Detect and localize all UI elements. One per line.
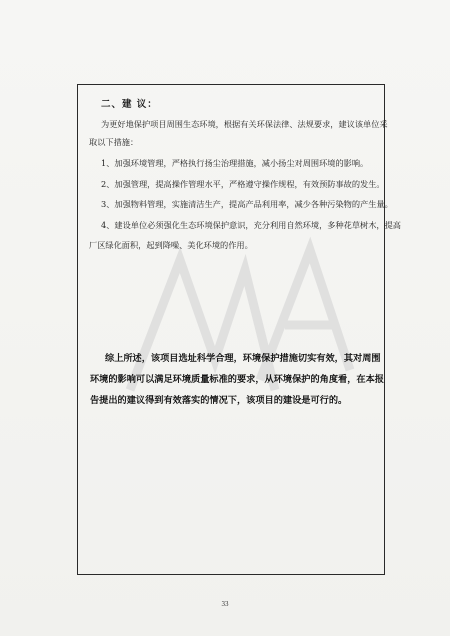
suggestion-4-continued: 厂区绿化面积，起到降噪、美化环境的作用。 (89, 240, 253, 250)
suggestion-1: 1、加强环境管理，严格执行扬尘治理措施，减小扬尘对周围环境的影响。 (101, 158, 369, 168)
conclusion-line-3: 告提出的建议得到有效落实的情况下，该项目的建设是可行的。 (90, 395, 348, 406)
suggestion-4: 4、建设单位必须强化生态环境保护意识，充分利用自然环境，多种花草树木，提高 (101, 220, 401, 230)
section-heading: 二、建 议： (101, 99, 158, 110)
suggestion-3: 3、加强物料管理，实施清洁生产，提高产品利用率，减少各种污染物的产生量。 (101, 199, 393, 209)
conclusion-line-2: 环境的影响可以满足环境质量标准的要求，从环境保护的角度看，在本报 (90, 374, 384, 385)
intro-line-2: 取以下措施： (89, 137, 139, 147)
suggestion-2: 2、加强管理，提高操作管理水平，严格遵守操作规程，有效预防事故的发生。 (101, 179, 385, 189)
page-number: 33 (221, 600, 229, 608)
conclusion-line-1: 综上所述，该项目选址科学合理，环境保护措施切实有效，其对周围 (105, 353, 381, 364)
intro-line-1: 为更好地保护项目周围生态环境，根据有关环保法律、法规要求，建议该单位采 (101, 119, 388, 129)
